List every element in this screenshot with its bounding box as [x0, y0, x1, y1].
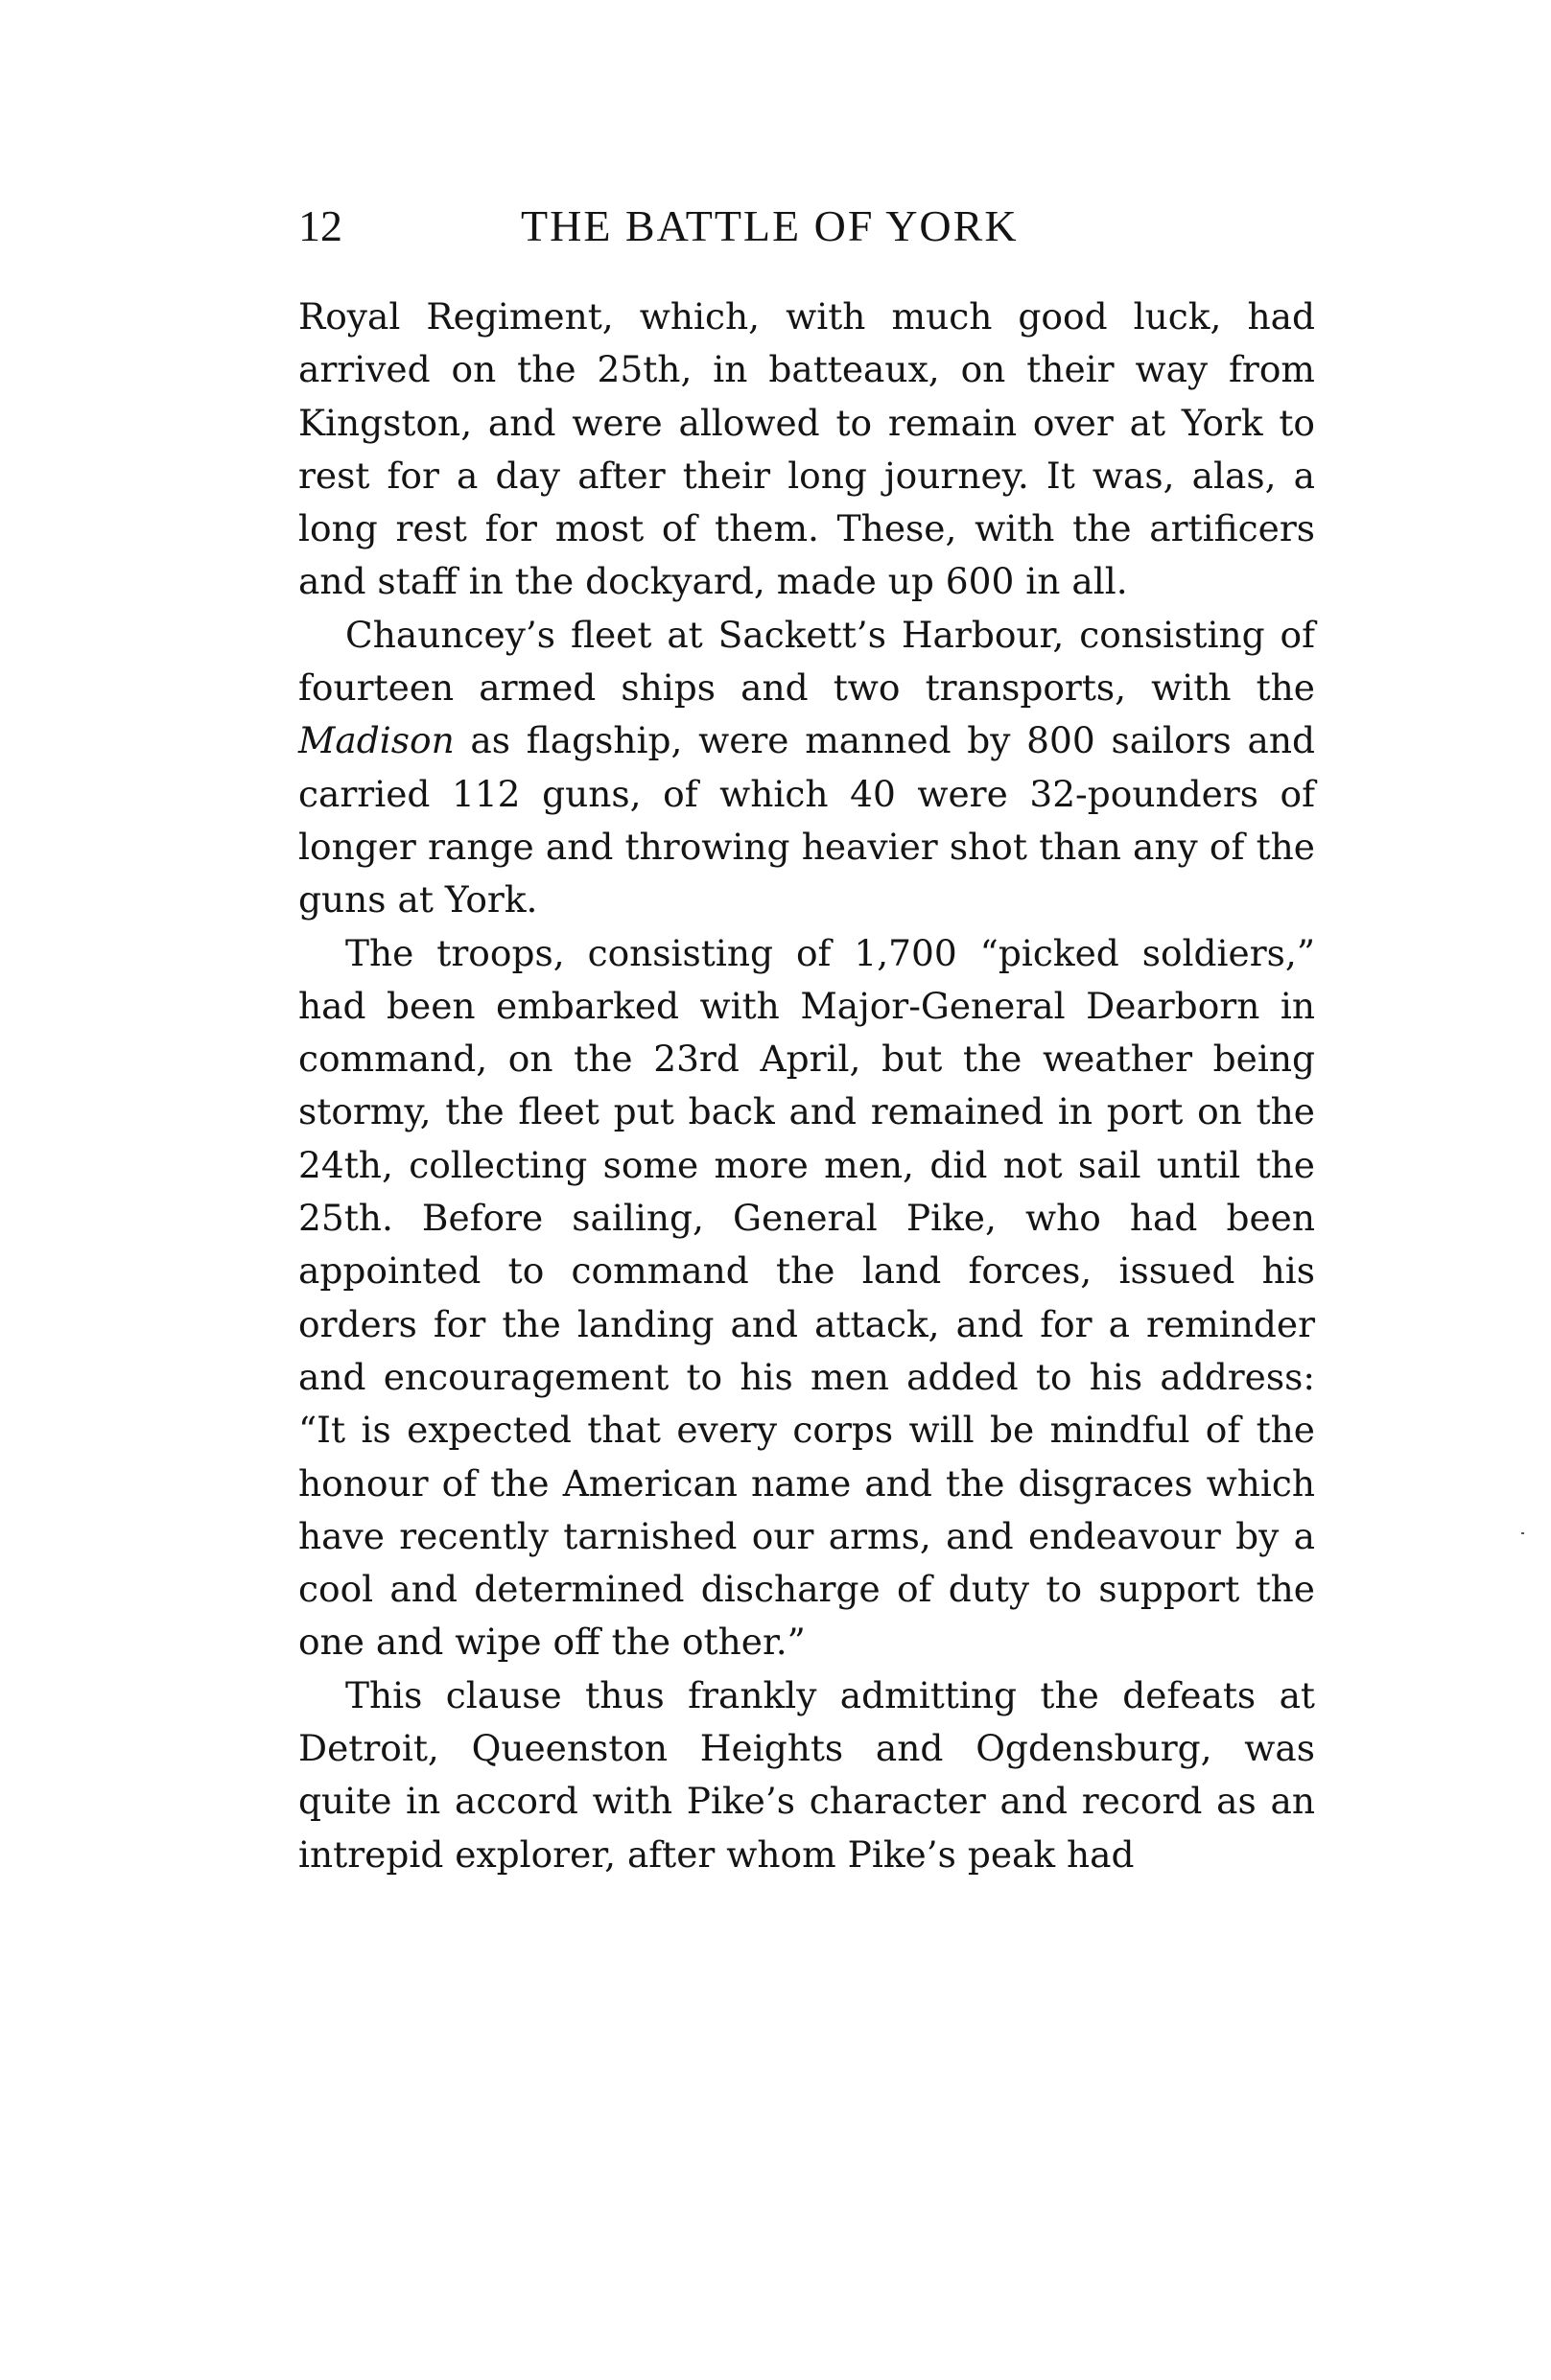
body-text — [298, 291, 1315, 1881]
running-title: THE BATTLE OF YORK — [521, 201, 1019, 250]
page-header — [298, 198, 1315, 255]
paragraph-fleet — [298, 609, 1315, 927]
stray-ink-mark — [1521, 1532, 1524, 1534]
fleet-text-end: as flagship, were manned by 800 sailors and carried 112 guns, of which 40 were 32-pounders of longer range and throwing heavier shot than any of the guns at York. — [298, 719, 1315, 922]
ship-name: Madison — [298, 719, 455, 762]
paragraph-clause: This clause thus frankly admitting the defeats at Detroit, Queenston Heights and Ogdensburg, was quite in accord with Pike’s character and record as an intrepid explorer, after whom Pike’s peak had — [298, 1673, 1315, 1876]
paragraph-continuation: Royal Regiment, which, with much good luck, had arrived on the 25th, in batteaux, on their way from Kingston, and were allowed to remain over at York to rest for a day after their long journey. It was, alas, a long rest for most of them. These, with the artificers and staff in the dockyard, made up 600 in all. — [298, 295, 1315, 603]
page-number: 12 — [298, 201, 342, 250]
paragraph-troops: The troops, consisting of 1,700 “picked soldiers,” had been embarked with Major-General Dearborn in command, on the 23rd April, but the weather being stormy, the fleet put back and remained in port on the 24th, collecting some more men, did not sail until the 25th. Before sailing, General Pike, who had been appointed to command the land forces, issued his orders for the landing and attack, and for a reminder and encouragement to his men added to his address: “It is expected that every corps will be mindful of the honour of the American name and the disgraces which have recently tarnished our arms, and endeavour by a cool and determined discharge of duty to support the one and wipe off the other.” — [298, 931, 1315, 1664]
fleet-text-start: Chauncey’s fleet at Sackett’s Harbour, consisting of fourteen armed ships and two transports, with the — [298, 613, 1315, 710]
